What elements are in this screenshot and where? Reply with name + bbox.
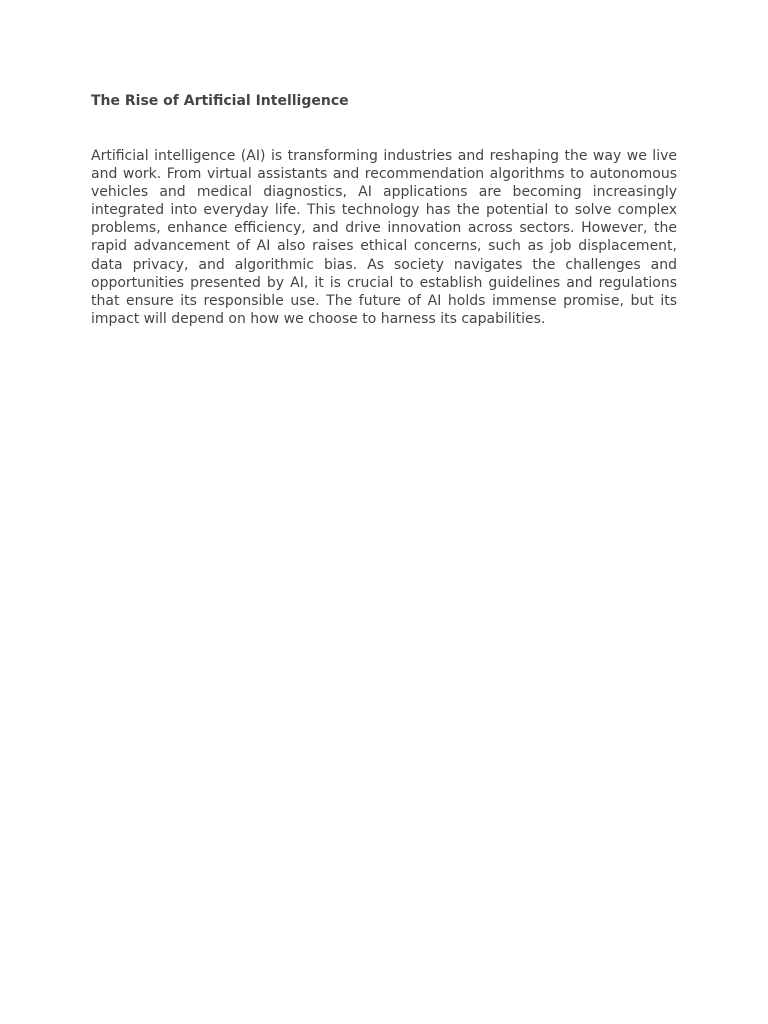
document-title: The Rise of Artificial Intelligence — [91, 93, 349, 109]
document-body-paragraph: Artificial intelligence (AI) is transforming industries and reshaping the way we live and work. From virtual assistants and recommendation algorithms to autonomous vehicles and medical diagnostics, AI applications are becoming increasingly integrated into everyday life. This technology has the potential to solve complex problems, enhance efficiency, and drive innovation across sectors. However, the rapid advancement of AI also raises ethical concerns, such as job displacement, data privacy, and algorithmic bias. As society navigates the challenges and opportunities presented by AI, it is crucial to establish guidelines and regulations that ensure its responsible use. The future of AI holds immense promise, but its impact will depend on how we choose to harness its capabilities. — [91, 148, 677, 327]
